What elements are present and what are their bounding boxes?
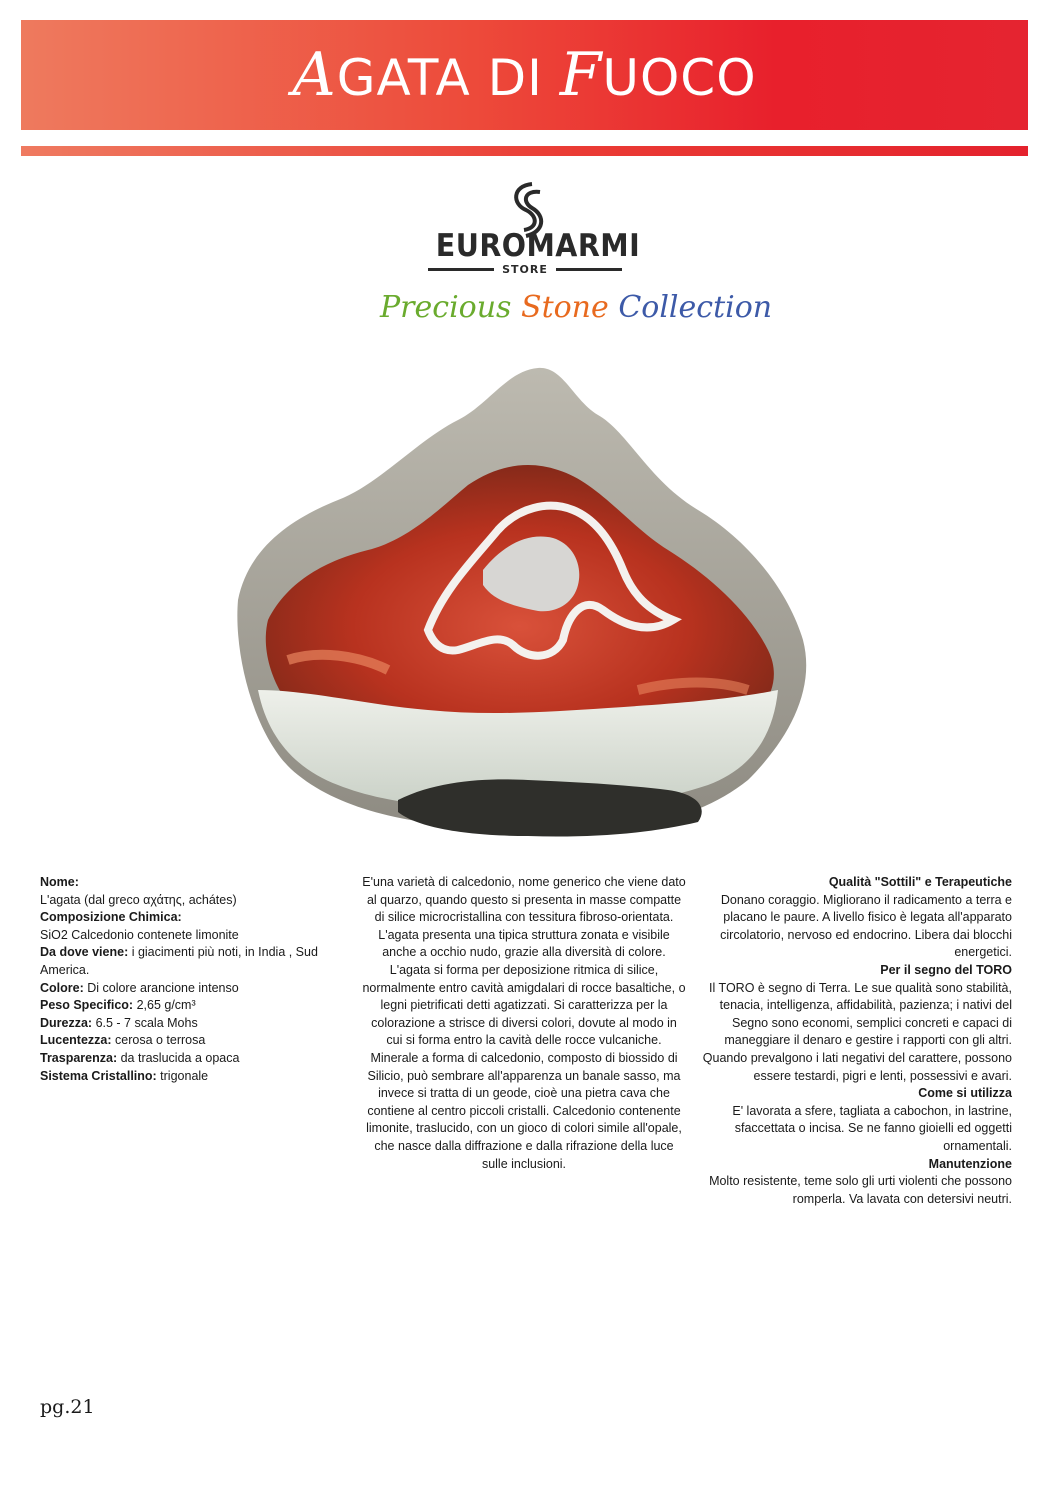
title-part-1: GATA DI: [336, 49, 560, 107]
title-initial-a: A: [292, 40, 337, 110]
header-divider: [21, 146, 1028, 156]
spec-colore-value: Di colore arancione intenso: [83, 980, 239, 995]
spec-durezza: [40, 1015, 340, 1033]
spec-peso: [40, 997, 340, 1015]
collection-tagline: [380, 290, 773, 325]
brand-sub: [428, 262, 622, 276]
spec-colore: [40, 980, 340, 998]
manutenzione-text: Molto resistente, teme solo gli urti violenti che possono romperla. Va lavata con detersivi neutri.: [709, 1174, 1012, 1206]
spec-provenienza-label: Da dove viene:: [40, 945, 129, 960]
spec-sistema: [40, 1068, 340, 1086]
spec-lucentezza-label: Lucentezza:: [40, 1033, 112, 1048]
uso-text: E' lavorata a sfere, tagliata a cabochon, in lastrine, sfaccettata o incisa. Se ne fanno gioielli ed oggetti ornamentali.: [732, 1103, 1012, 1153]
spec-trasparenza-label: Trasparenza:: [40, 1050, 118, 1065]
segno-heading: Per il segno del TORO: [880, 962, 1012, 977]
page-title: [292, 40, 756, 110]
brand-sub-text: STORE: [502, 262, 548, 276]
tagline-word-stone: Stone: [521, 290, 609, 325]
spec-provenienza-value: i giacimenti più noti, in India , Sud America.: [40, 945, 318, 977]
spec-nome-label: Nome:: [40, 875, 79, 889]
spec-nome-value: L'agata (dal greco αχάτης, achátes): [40, 892, 237, 907]
brand-sub-line-right: [556, 268, 622, 271]
spec-durezza-label: Durezza:: [40, 1015, 93, 1030]
fire-agate-stone-image: [228, 360, 818, 840]
spec-durezza-value: 6.5 - 7 scala Mohs: [92, 1015, 198, 1030]
description-text: E'una varietà di calcedonio, nome generico che viene dato al quarzo, quando questo si presenta in masse compatte di silice microcristallina con tessitura fibroso-orientata. L'agata presenta una tipica struttura zonata e visibile anche a occhio nudo, grazie alla diversità di colore. L'agata si forma per deposizione ritmica di silice, normalmente entro cavità amigdalari di rocce basaltiche, o legni pietrificati detti agatizzati. Si caratterizza per la colorazione a strisce di diversi colori, dovute al modo in cui si forma entro la cavità delle rocce vulcaniche. Minerale a forma di calcedonio, composto di biossido di Silicio, può sembrare all'apparenza un banale sasso, ma invece si tratta di un geode, cioè una pietra cava che contiene al centro piccoli cristalli. Calcedonio contenente limonite, traslucido, con un gioco di colori simile all'opale, che nasce dalla diffrazione e dalla rifrazione della luce sulle inclusioni.: [362, 875, 686, 1171]
spec-trasparenza-value: da traslucida a opaca: [117, 1050, 240, 1065]
spec-provenienza: [40, 944, 340, 979]
properties-column: [700, 874, 1012, 1208]
title-initial-f: F: [559, 40, 603, 110]
title-banner: [21, 20, 1028, 130]
spec-peso-label: Peso Specifico:: [40, 998, 134, 1013]
manutenzione-heading: Manutenzione: [928, 1156, 1012, 1171]
brand-name: EUROMARMI: [435, 228, 641, 264]
page-number: pg.21: [40, 1396, 95, 1418]
spec-peso-value: 2,65 g/cm³: [133, 998, 196, 1013]
qualita-text: Donano coraggio. Migliorano il radicamento a terra e placano le paure. A livello fisico è legata all'apparato circolatorio, nervoso ed endocrino. Libera dai blocchi energetici.: [720, 892, 1012, 960]
spec-composizione-label: Composizione Chimica:: [40, 910, 182, 925]
spec-sistema-label: Sistema Cristallino:: [40, 1068, 157, 1083]
qualita-heading: Qualità "Sottili" e Terapeutiche: [828, 875, 1012, 889]
segno-text: Il TORO è segno di Terra. Le sue qualità sono stabilità, tenacia, intelligenza, affidabilità, pazienza; i nativi del Segno sono economi, semplici concreti e capaci di maneggiare il denaro e gestire i rapporti con gli altri. Quando prevalgono i lati negativi del carattere, possono essere testardi, pigri e lenti, possessivi e avari.: [702, 980, 1012, 1083]
uso-heading: Come si utilizza: [918, 1086, 1012, 1101]
spec-composizione-value: SiO2 Calcedonio contenete limonite: [40, 927, 239, 942]
spec-lucentezza: [40, 1032, 340, 1050]
spec-sistema-value: trigonale: [156, 1068, 209, 1083]
title-part-2: UOCO: [602, 49, 757, 107]
tagline-word-collection: Collection: [618, 290, 773, 325]
brand-sub-line-left: [428, 268, 494, 271]
description-column: [362, 874, 686, 1173]
tagline-word-precious: Precious: [380, 290, 512, 325]
specs-column: [40, 874, 340, 1085]
spec-trasparenza: [40, 1050, 340, 1068]
spec-lucentezza-value: cerosa o terrosa: [111, 1033, 206, 1048]
spec-colore-label: Colore:: [40, 980, 84, 995]
